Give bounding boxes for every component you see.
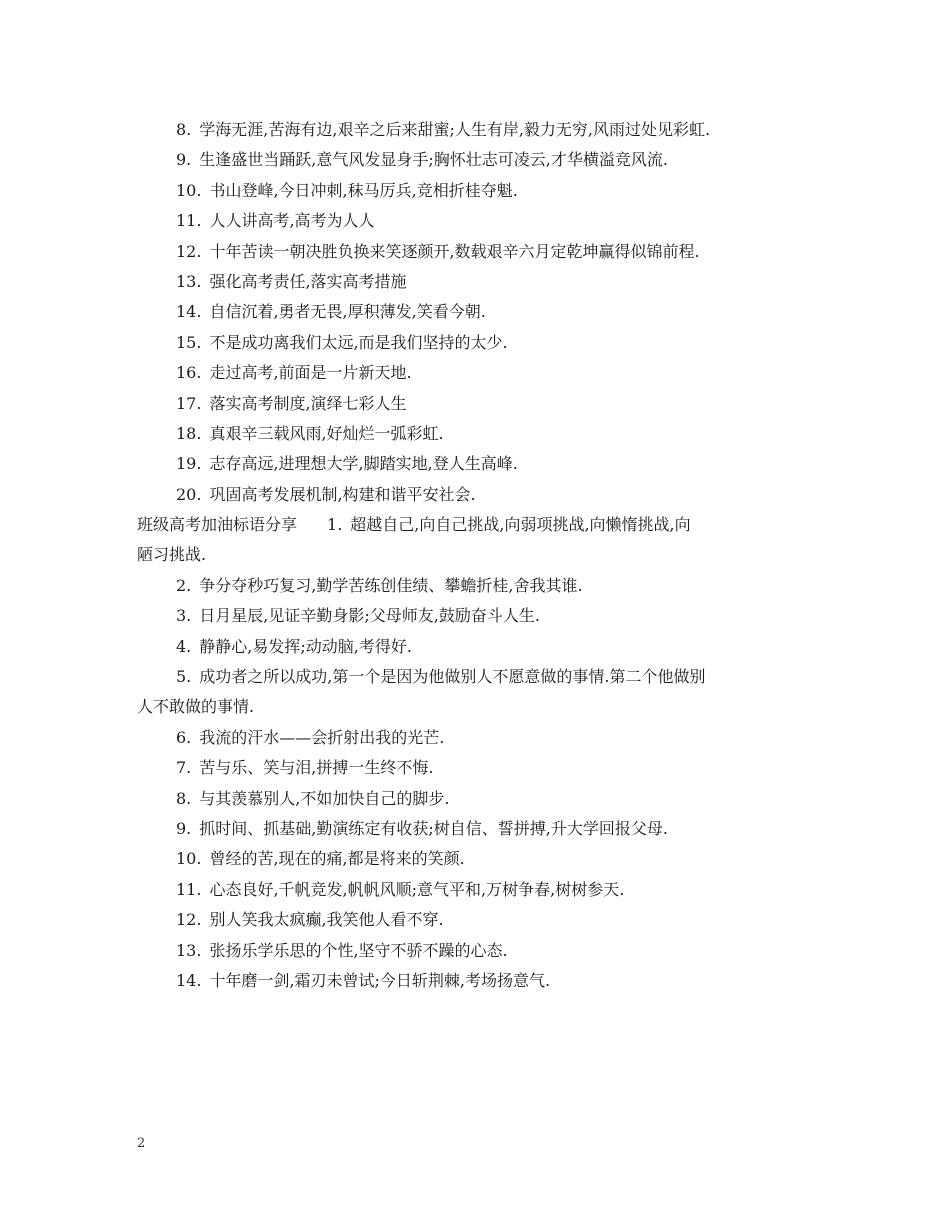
item-number: 17. xyxy=(176,393,202,413)
list-item xyxy=(137,145,827,175)
list-item xyxy=(137,936,827,966)
list-item xyxy=(137,267,827,297)
list-item xyxy=(137,844,827,874)
list-item xyxy=(137,784,827,814)
item-number: 10. xyxy=(176,849,202,869)
item-number: 20. xyxy=(176,484,202,504)
item-text: 志存高远,进理想大学,脚踏实地,登人生高峰. xyxy=(209,454,518,474)
item-text: 别人笑我太疯癫,我笑他人看不穿. xyxy=(209,910,444,930)
item-number: 18. xyxy=(176,423,202,443)
list-item xyxy=(137,389,827,419)
item-text: 巩固高考发展机制,构建和谐平安社会. xyxy=(209,484,476,504)
item-number: 12. xyxy=(176,241,202,261)
item-number: 8. xyxy=(176,120,192,139)
item-number: 16. xyxy=(176,363,202,383)
section-heading-line xyxy=(137,510,827,540)
list-item xyxy=(137,571,827,601)
item-text: 走过高考,前面是一片新天地. xyxy=(209,363,412,383)
section-heading: 班级高考加油标语分享 xyxy=(137,515,298,535)
item-number: 14. xyxy=(176,302,202,322)
list-item xyxy=(137,449,827,479)
item-text: 学海无涯,苦海有边,艰辛之后来甜蜜;人生有岸,毅力无穷,风雨过处见彩虹. xyxy=(199,120,711,139)
item-number: 19. xyxy=(176,454,202,474)
page-number: 2 xyxy=(137,1136,146,1151)
list-item xyxy=(137,480,827,510)
list-item xyxy=(137,875,827,905)
item-text: 书山登峰,今日冲刺,秣马厉兵,竞相折桂夺魁. xyxy=(209,180,518,200)
list-item xyxy=(137,237,827,267)
item-text: 超越自己,向自己挑战,向弱项挑战,向懒惰挑战,向 xyxy=(350,515,691,535)
item-text: 成功者之所以成功,第一个是因为他做别人不愿意做的事情.第二个他做别 xyxy=(199,667,706,687)
item-text: 不是成功离我们太远,而是我们坚持的太少. xyxy=(209,332,508,352)
item-number: 14. xyxy=(176,970,202,990)
document-body xyxy=(137,115,827,996)
list-item xyxy=(137,966,827,996)
item-number: 9. xyxy=(176,818,192,838)
item-text: 抓时间、抓基础,勤演练定有收获;树自信、誓拼搏,升大学回报父母. xyxy=(199,818,668,838)
item-text: 日月星辰,见证辛勤身影;父母师友,鼓励奋斗人生. xyxy=(199,606,540,626)
item-number: 11. xyxy=(176,211,202,231)
item-text: 生逢盛世当踊跃,意气风发显身手;胸怀壮志可凌云,才华横溢竞风流. xyxy=(199,150,668,170)
list-item xyxy=(137,328,827,358)
item-text: 与其羡慕别人,不如加快自己的脚步. xyxy=(199,788,450,808)
item-text: 静静心,易发挥;动动脑,考得好. xyxy=(199,636,412,656)
list-item xyxy=(137,297,827,327)
item-text: 人人讲高考,高考为人人 xyxy=(209,211,375,231)
list-item-continuation: 陋习挑战. xyxy=(137,545,207,565)
list-item-continuation: 人不敢做的事情. xyxy=(137,697,255,717)
item-text: 强化高考责任,落实高考措施 xyxy=(209,271,407,291)
item-text: 十年磨一剑,霜刃未曾试;今日斩荆棘,考场扬意气. xyxy=(209,970,551,990)
list-item xyxy=(137,206,827,236)
item-number: 9. xyxy=(176,150,192,170)
item-number: 11. xyxy=(176,879,202,899)
item-number: 10. xyxy=(176,180,202,200)
item-text: 苦与乐、笑与泪,拼搏一生终不悔. xyxy=(199,758,434,778)
item-text: 争分夺秒巧复习,勤学苦练创佳绩、攀蟾折桂,舍我其谁. xyxy=(199,575,583,595)
item-number: 12. xyxy=(176,910,202,930)
item-number: 2. xyxy=(176,575,192,595)
list-item xyxy=(137,358,827,388)
item-number: 7. xyxy=(176,758,192,778)
item-number: 1. xyxy=(327,515,343,535)
list-item xyxy=(137,601,827,631)
item-number: 13. xyxy=(176,940,202,960)
list-item xyxy=(137,905,827,935)
list-item xyxy=(137,662,827,692)
item-number: 4. xyxy=(176,636,192,656)
item-text: 真艰辛三载风雨,好灿烂一弧彩虹. xyxy=(209,423,444,443)
item-number: 3. xyxy=(176,606,192,626)
item-text: 我流的汗水——会折射出我的光芒. xyxy=(199,727,445,747)
item-number: 6. xyxy=(176,727,192,747)
item-number: 8. xyxy=(176,788,192,808)
list-item xyxy=(137,176,827,206)
item-number: 15. xyxy=(176,332,202,352)
item-text: 张扬乐学乐思的个性,坚守不骄不躁的心态. xyxy=(209,940,508,960)
list-item xyxy=(137,814,827,844)
item-text: 曾经的苦,现在的痛,都是将来的笑颜. xyxy=(209,849,465,869)
list-item xyxy=(137,753,827,783)
item-number: 13. xyxy=(176,271,202,291)
list-item xyxy=(137,632,827,662)
list-item xyxy=(137,723,827,753)
item-number: 5. xyxy=(176,667,192,687)
item-text: 心态良好,千帆竞发,帆帆风顺;意气平和,万树争春,树树参天. xyxy=(209,879,625,899)
list-item xyxy=(137,419,827,449)
item-text: 落实高考制度,演绎七彩人生 xyxy=(209,393,407,413)
item-text: 十年苦读一朝决胜负换来笑逐颜开,数载艰辛六月定乾坤赢得似锦前程. xyxy=(209,241,700,261)
item-text: 自信沉着,勇者无畏,厚积薄发,笑看今朝. xyxy=(209,302,486,322)
list-item xyxy=(137,115,827,145)
